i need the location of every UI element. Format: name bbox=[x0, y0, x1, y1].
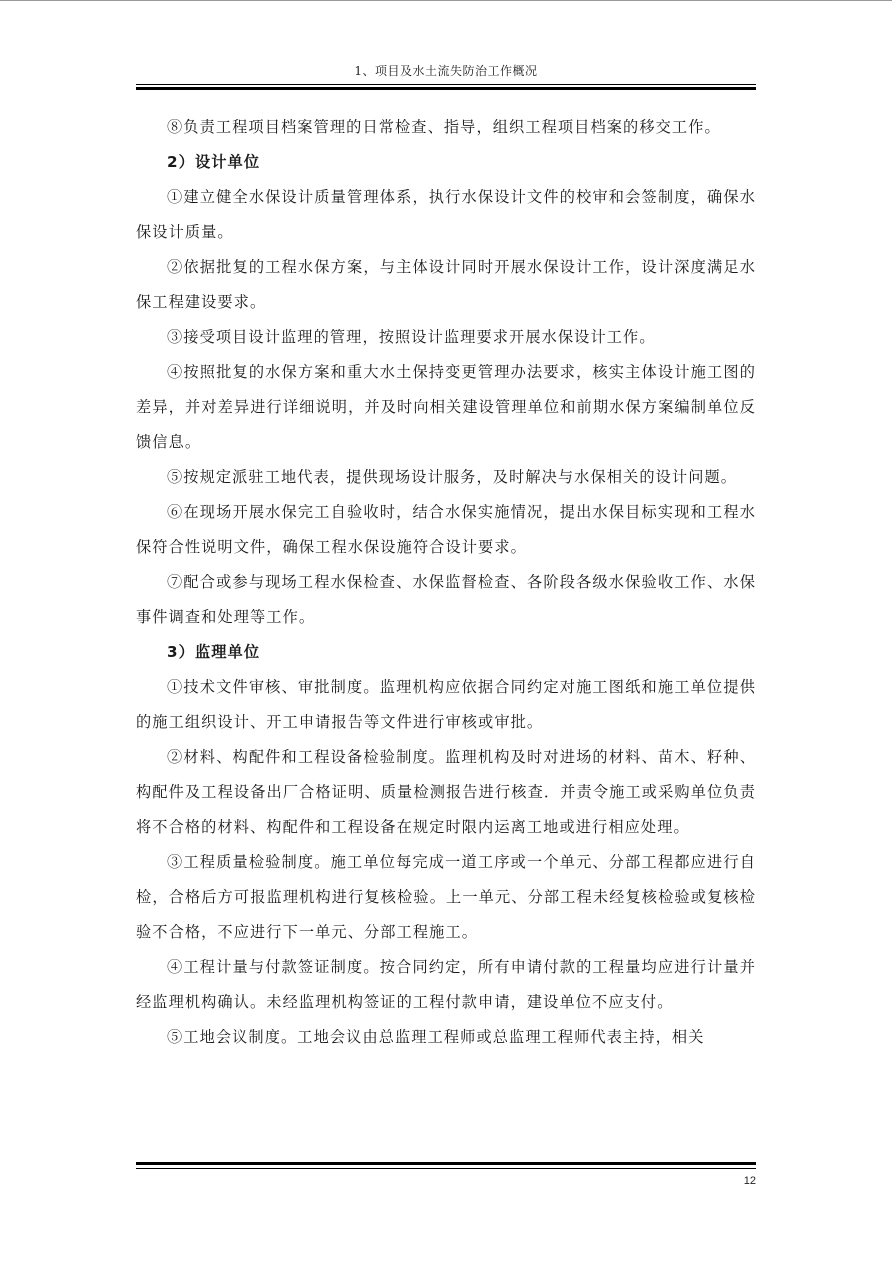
running-header: 1、项目及水土流失防治工作概况 bbox=[354, 64, 538, 78]
section-heading-supervision-unit: 3）监理单位 bbox=[167, 643, 261, 661]
body-content bbox=[136, 110, 756, 1055]
footer-rule-thick bbox=[136, 1162, 756, 1165]
footer-rule-thin bbox=[136, 1168, 756, 1169]
paragraph: ③接受项目设计监理的管理，按照设计监理要求开展水保设计工作。 bbox=[167, 328, 656, 346]
paragraph: ⑧负责工程项目档案管理的日常检查、指导，组织工程项目档案的移交工作。 bbox=[167, 118, 721, 136]
paragraph: ⑤按规定派驻工地代表，提供现场设计服务，及时解决与水保相关的设计问题。 bbox=[167, 468, 738, 486]
page-top-border bbox=[0, 0, 892, 1]
page-number: 12 bbox=[743, 1175, 756, 1187]
paragraph: ①技术文件审核、审批制度。监理机构应依据合同约定对施工图纸和施工单位提供的施工组织设计、开工申请报告等文件进行审核或审批。 bbox=[136, 678, 756, 731]
header-rule-thick bbox=[136, 87, 756, 90]
paragraph: ②依据批复的工程水保方案，与主体设计同时开展水保设计工作，设计深度满足水保工程建设要求。 bbox=[136, 258, 756, 311]
paragraph: ⑥在现场开展水保完工自验收时，结合水保实施情况，提出水保目标实现和工程水保符合性说明文件，确保工程水保设施符合设计要求。 bbox=[136, 503, 756, 556]
paragraph: ⑦配合或参与现场工程水保检查、水保监督检查、各阶段各级水保验收工作、水保事件调查和处理等工作。 bbox=[136, 573, 756, 626]
paragraph: ④按照批复的水保方案和重大水土保持变更管理办法要求，核实主体设计施工图的差异，并对差异进行详细说明，并及时向相关建设管理单位和前期水保方案编制单位反馈信息。 bbox=[136, 363, 756, 451]
section-heading-design-unit: 2）设计单位 bbox=[167, 153, 261, 171]
paragraph: ②材料、构配件和工程设备检验制度。监理机构及时对进场的材料、苗木、籽种、构配件及工程设备出厂合格证明、质量检测报告进行核查．并责令施工或采购单位负责将不合格的材料、构配件和工程设备在规定时限内运离工地或进行相应处理。 bbox=[136, 748, 756, 836]
paragraph: ③工程质量检验制度。施工单位每完成一道工序或一个单元、分部工程都应进行自检，合格后方可报监理机构进行复核检验。上一单元、分部工程未经复核检验或复核检验不合格，不应进行下一单元、分部工程施工。 bbox=[136, 853, 756, 941]
paragraph: ④工程计量与付款签证制度。按合同约定，所有申请付款的工程量均应进行计量并经监理机构确认。未经监理机构签证的工程付款申请，建设单位不应支付。 bbox=[136, 958, 756, 1011]
paragraph: ⑤工地会议制度。工地会议由总监理工程师或总监理工程师代表主持，相关 bbox=[167, 1028, 705, 1046]
paragraph: ①建立健全水保设计质量管理体系，执行水保设计文件的校审和会签制度，确保水保设计质量。 bbox=[136, 188, 756, 241]
header-rule-thin bbox=[136, 84, 756, 85]
